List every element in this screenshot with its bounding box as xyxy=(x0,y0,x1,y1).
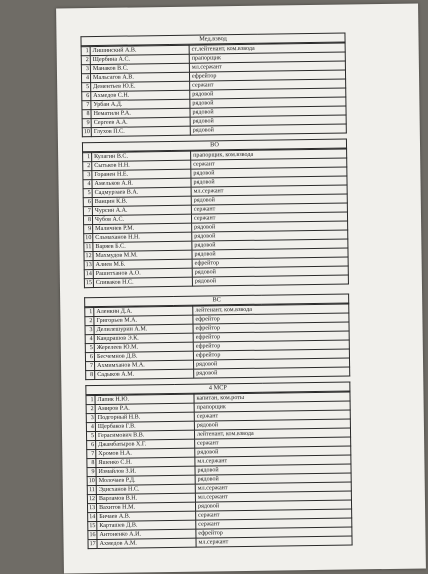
row-number: 2 xyxy=(85,317,94,326)
person-rank: мл.сержант xyxy=(191,185,347,196)
person-rank: ефрейтор xyxy=(193,340,349,351)
person-rank: рядовой xyxy=(191,176,347,187)
person-rank: ефрейтор xyxy=(193,322,349,333)
person-name: Яшенко С.Н. xyxy=(96,457,195,467)
person-rank: рядовой xyxy=(195,500,351,511)
person-rank: рядовой xyxy=(194,419,350,430)
person-rank: ефрейтор xyxy=(193,331,349,342)
row-number: 4 xyxy=(83,180,92,189)
person-name: Сытьков Н.Н. xyxy=(92,160,191,170)
row-number: 9 xyxy=(87,468,96,477)
row-number: 10 xyxy=(83,129,90,136)
roster-rows xyxy=(83,149,349,288)
person-name: Варяев Б.С. xyxy=(93,241,192,251)
person-name: Карташев Д.В. xyxy=(97,520,196,530)
row-number: 5 xyxy=(85,344,94,353)
person-name: Ахмедов С.Н. xyxy=(91,90,190,100)
roster-rows xyxy=(81,43,346,137)
person-rank: сержант xyxy=(195,437,351,448)
person-rank: лейтенант, ком.взвода xyxy=(194,428,350,439)
person-name: Амиров Р.А. xyxy=(95,403,194,413)
person-name: Кулагин В.С. xyxy=(92,151,191,161)
row-number: 6 xyxy=(83,198,92,207)
person-rank: рядовой xyxy=(192,221,348,232)
person-name: Сльмаханов Н.Н. xyxy=(93,232,192,242)
person-name: Кандрашов Э.К. xyxy=(94,333,193,343)
row-number: 3 xyxy=(86,414,95,423)
person-name: Бесчемнов Д.В. xyxy=(94,351,193,361)
row-number: 4 xyxy=(85,335,94,344)
row-number: 1 xyxy=(81,47,90,56)
person-name: Григорьев М.А. xyxy=(94,315,193,325)
person-name: Садмурзаев В.А. xyxy=(92,187,191,197)
person-rank: прапорщик, ком.взвода xyxy=(191,149,347,160)
row-number: 10 xyxy=(88,478,95,485)
person-name: Чубов А.С. xyxy=(92,214,191,224)
section-med-platoon xyxy=(80,33,346,138)
person-rank: рядовой xyxy=(192,266,348,277)
person-name: Чурсин А.А. xyxy=(92,205,191,215)
row-number: 10 xyxy=(85,235,92,242)
person-rank: сержант xyxy=(191,203,347,214)
row-number: 5 xyxy=(83,189,92,198)
row-number: 8 xyxy=(82,110,91,119)
person-name: Амельков А.Я. xyxy=(92,178,191,188)
person-rank: рядовой xyxy=(191,194,347,205)
person-name: Вахитов Н.М. xyxy=(96,502,195,512)
person-name: Махмудов М.М. xyxy=(93,250,192,260)
person-rank: лейтенант, ком.взвода xyxy=(193,304,349,315)
person-name: Хромов Н.А. xyxy=(96,448,195,458)
row-number: 15 xyxy=(85,280,93,287)
roster-rows xyxy=(86,392,352,549)
row-number: 7 xyxy=(82,101,91,110)
person-name: Спиваков Н.С. xyxy=(93,277,192,287)
section-title: Мед.взвод xyxy=(81,33,345,46)
section-vo xyxy=(82,139,349,289)
row-number: 7 xyxy=(83,207,92,216)
section-vs xyxy=(84,293,350,380)
person-rank: мл.сержант xyxy=(195,455,351,466)
person-name: Ахмедов А.М. xyxy=(97,538,196,548)
row-number: 5 xyxy=(82,83,91,92)
person-rank: рядовой xyxy=(192,239,348,250)
person-rank: рядовой xyxy=(192,230,348,241)
person-name: Щербина А.С. xyxy=(90,54,189,64)
person-rank: рядовой xyxy=(190,88,346,99)
person-name: Нематили Р.А. xyxy=(91,108,190,118)
person-name: Жерелеев Ю.М. xyxy=(94,342,193,352)
row-number: 5 xyxy=(86,432,95,441)
row-number: 14 xyxy=(85,271,92,278)
person-name: Антоненко А.И. xyxy=(97,529,196,539)
row-number: 4 xyxy=(81,74,90,83)
person-name: Ахмимханов М.А. xyxy=(95,360,194,370)
row-number: 6 xyxy=(85,353,94,362)
person-name: Лишинский А.В. xyxy=(90,45,189,55)
person-rank: сержант xyxy=(196,518,352,529)
section-title: ВО xyxy=(82,139,346,152)
row-number: 2 xyxy=(83,162,92,171)
person-rank: ефрейтор xyxy=(196,527,352,538)
person-rank: рядовой xyxy=(195,473,351,484)
person-rank: мл.сержант xyxy=(196,536,352,547)
person-name: Манаков В.С. xyxy=(90,63,189,73)
section-title: ВС xyxy=(85,294,349,307)
person-rank: ефрейтор xyxy=(193,349,349,360)
person-rank: ст.лейтенант, ком.взвода xyxy=(189,43,345,54)
row-number: 4 xyxy=(86,423,95,432)
person-rank: сержант xyxy=(191,212,347,223)
person-rank: мл.сержант xyxy=(189,61,345,72)
row-number: 1 xyxy=(83,153,92,162)
row-number: 3 xyxy=(83,171,92,180)
person-name: Глухов П.С. xyxy=(91,126,190,136)
row-number: 8 xyxy=(83,216,92,225)
person-name: Алиев М.Б. xyxy=(93,259,192,269)
row-number: 3 xyxy=(85,326,94,335)
person-rank: рядовой xyxy=(190,124,346,135)
row-number: 17 xyxy=(89,541,96,548)
person-rank: рядовой xyxy=(195,464,351,475)
person-name: Герасимович В.В. xyxy=(95,430,194,440)
row-number: 16 xyxy=(89,532,96,539)
row-number: 15 xyxy=(89,523,96,530)
row-number: 1 xyxy=(85,308,94,317)
section-title: 4 МСР xyxy=(86,382,350,395)
row-number: 8 xyxy=(87,459,96,468)
person-name: Варламов В.Н. xyxy=(96,493,195,503)
person-name: Урбан А.Д. xyxy=(91,99,190,109)
row-number: 8 xyxy=(86,371,95,380)
row-number: 12 xyxy=(85,253,92,260)
person-name: Подгорный Н.В. xyxy=(95,412,194,422)
row-number: 2 xyxy=(81,56,90,65)
person-rank: рядовой xyxy=(192,248,348,259)
person-name: Делилешурин А.М. xyxy=(94,324,193,334)
person-rank: мл.сержант xyxy=(195,482,351,493)
row-number: 13 xyxy=(85,262,92,269)
person-rank: прапорщик xyxy=(194,401,350,412)
row-number: 7 xyxy=(86,362,95,371)
person-rank: капитан, ком.роты xyxy=(194,392,350,403)
row-number: 11 xyxy=(88,487,95,494)
person-name: Горанен Н.Е. xyxy=(92,169,191,179)
roster-rows xyxy=(85,304,350,380)
person-name: Бичаев А.В. xyxy=(97,511,196,521)
row-number: 9 xyxy=(82,119,91,128)
person-name: Щербаков Г.В. xyxy=(95,421,194,431)
paper-sheet xyxy=(56,4,426,574)
row-number: 9 xyxy=(84,225,93,234)
person-rank: рядовой xyxy=(190,115,346,126)
person-name: Рашитханов А.О. xyxy=(93,268,192,278)
person-name: Сергеев А.А. xyxy=(91,117,190,127)
person-rank: рядовой xyxy=(190,97,346,108)
row-number: 13 xyxy=(89,505,96,512)
person-rank: мл.сержант xyxy=(195,491,351,502)
row-number: 11 xyxy=(85,244,92,251)
person-rank: сержант xyxy=(191,158,347,169)
person-name: Эдисханов Н.С. xyxy=(96,484,195,494)
person-name: Аленкин Д.А. xyxy=(94,306,193,316)
person-rank: сержант xyxy=(194,410,350,421)
person-rank: рядовой xyxy=(191,167,347,178)
person-rank: рядовой xyxy=(193,358,349,369)
person-rank: ефрейтор xyxy=(193,313,349,324)
row-number: 6 xyxy=(87,441,96,450)
person-name: Молочаев Р.Д. xyxy=(96,475,195,485)
person-name: Садыков А.М. xyxy=(95,369,194,379)
row-number: 7 xyxy=(87,450,96,459)
person-rank: ефрейтор xyxy=(189,70,345,81)
person-rank: прапорщик xyxy=(189,52,345,63)
person-rank: ефрейтор xyxy=(192,257,348,268)
row-number: 6 xyxy=(82,92,91,101)
person-name: Маличиев Р.М. xyxy=(93,223,192,233)
person-name: Дементьев Ю.Е. xyxy=(91,81,190,91)
person-name: Измайлов З.И. xyxy=(96,466,195,476)
section-4-msr xyxy=(85,381,352,549)
person-rank: рядовой xyxy=(195,446,351,457)
person-name: Мальсагов А.В. xyxy=(90,72,189,82)
row-number: 3 xyxy=(81,65,90,74)
person-rank: рядовой xyxy=(190,106,346,117)
row-number: 2 xyxy=(86,405,95,414)
row-number: 1 xyxy=(86,396,95,405)
person-rank: рядовой xyxy=(192,275,348,286)
row-number: 12 xyxy=(88,496,96,503)
person-name: Ванцин К.В. xyxy=(92,196,191,206)
person-name: Лапик Н.Ю. xyxy=(95,394,194,404)
person-name: Джамбатыров Х.Г. xyxy=(96,439,195,449)
person-rank: сержант xyxy=(196,509,352,520)
person-rank: рядовой xyxy=(194,367,350,378)
person-rank: сержант xyxy=(190,79,346,90)
row-number: 14 xyxy=(89,514,96,521)
